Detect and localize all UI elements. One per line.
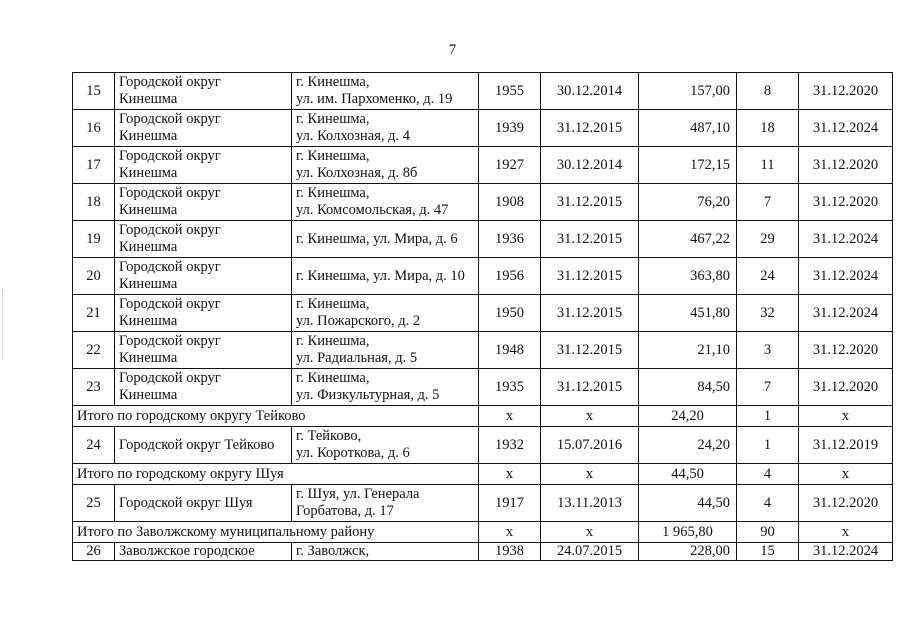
address-cell xyxy=(292,110,479,147)
owner-cell-line: Городской округ xyxy=(119,370,221,386)
owner-cell-line: Городской округ Тейково xyxy=(119,436,275,453)
owner-cell xyxy=(115,110,292,147)
people-cell: 18 xyxy=(737,110,799,147)
owner-cell xyxy=(115,295,292,332)
address-cell xyxy=(292,295,479,332)
deadline-cell: х xyxy=(799,522,893,543)
row-number: 21 xyxy=(73,295,115,332)
table-row xyxy=(73,184,893,221)
owner-cell-line: Городской округ xyxy=(119,296,221,312)
deadline-cell: 31.12.2020 xyxy=(799,485,893,522)
area-cell: 24,20 xyxy=(639,406,737,427)
people-cell: 90 xyxy=(737,522,799,543)
address-cell-line: ул. Физкультурная, д. 5 xyxy=(296,387,440,403)
address-cell-line: г. Кинешма, xyxy=(296,333,370,349)
date-cell: 31.12.2015 xyxy=(541,258,639,295)
row-number: 15 xyxy=(73,73,115,110)
deadline-cell: 31.12.2024 xyxy=(799,543,893,561)
deadline-cell: х xyxy=(799,464,893,485)
address-cell xyxy=(292,543,479,561)
date-cell: х xyxy=(541,464,639,485)
owner-cell-line: Городской округ xyxy=(119,222,221,238)
address-cell-line: ул. Колхозная, д. 4 xyxy=(296,128,411,144)
year-cell: 1950 xyxy=(479,295,541,332)
address-cell-line: г. Кинешма, xyxy=(296,370,370,386)
year-cell: 1955 xyxy=(479,73,541,110)
deadline-cell: 31.12.2020 xyxy=(799,369,893,406)
address-cell xyxy=(292,221,479,258)
deadline-cell: 31.12.2020 xyxy=(799,73,893,110)
subtotal-row xyxy=(73,522,893,543)
year-cell: 1932 xyxy=(479,427,541,464)
date-cell: 13.11.2013 xyxy=(541,485,639,522)
area-cell: 172,15 xyxy=(639,147,737,184)
row-number: 24 xyxy=(73,427,115,464)
address-cell-line: г. Кинешма, ул. Мира, д. 10 xyxy=(296,267,465,284)
subtotal-label: Итого по городскому округу Тейково xyxy=(73,406,479,427)
address-cell xyxy=(292,485,479,522)
area-cell: 21,10 xyxy=(639,332,737,369)
address-cell-line: г. Шуя, ул. Генерала xyxy=(296,486,420,502)
subtotal-row xyxy=(73,406,893,427)
owner-cell-line: Городской округ xyxy=(119,148,221,164)
owner-cell-line: Кинешма xyxy=(119,91,178,107)
people-cell: 32 xyxy=(737,295,799,332)
table-row xyxy=(73,258,893,295)
table-row xyxy=(73,73,893,110)
row-number: 26 xyxy=(73,543,115,561)
date-cell: 15.07.2016 xyxy=(541,427,639,464)
date-cell: 31.12.2015 xyxy=(541,369,639,406)
deadline-cell: 31.12.2024 xyxy=(799,110,893,147)
owner-cell-line: Городской округ Шуя xyxy=(119,494,253,511)
people-cell: 29 xyxy=(737,221,799,258)
row-number: 18 xyxy=(73,184,115,221)
address-cell xyxy=(292,147,479,184)
people-cell: 7 xyxy=(737,184,799,221)
owner-cell xyxy=(115,221,292,258)
address-cell-line: г. Тейково, xyxy=(296,428,362,444)
owner-cell xyxy=(115,485,292,522)
owner-cell xyxy=(115,427,292,464)
year-cell: 1917 xyxy=(479,485,541,522)
margin-scan-marks xyxy=(2,290,7,360)
address-cell-line: ул. Короткова, д. 6 xyxy=(296,445,410,461)
address-cell xyxy=(292,73,479,110)
owner-cell xyxy=(115,184,292,221)
table-row xyxy=(73,485,893,522)
area-cell: 363,80 xyxy=(639,258,737,295)
address-cell xyxy=(292,184,479,221)
date-cell: 31.12.2015 xyxy=(541,184,639,221)
address-cell-line: ул. Комсомольская, д. 47 xyxy=(296,202,449,218)
row-number: 19 xyxy=(73,221,115,258)
owner-cell-line: Кинешма xyxy=(119,276,178,292)
table-row xyxy=(73,543,893,561)
table-row xyxy=(73,147,893,184)
owner-cell-line: Городской округ xyxy=(119,74,221,90)
subtotal-label: Итого по городскому округу Шуя xyxy=(73,464,479,485)
table-row xyxy=(73,295,893,332)
owner-cell-line: Кинешма xyxy=(119,165,178,181)
address-cell xyxy=(292,332,479,369)
owner-cell-line: Кинешма xyxy=(119,239,178,255)
date-cell: 31.12.2015 xyxy=(541,221,639,258)
table-body xyxy=(73,73,893,561)
people-cell: 7 xyxy=(737,369,799,406)
people-cell: 1 xyxy=(737,406,799,427)
row-number: 22 xyxy=(73,332,115,369)
deadline-cell: 31.12.2019 xyxy=(799,427,893,464)
address-cell xyxy=(292,258,479,295)
address-cell xyxy=(292,427,479,464)
owner-cell xyxy=(115,73,292,110)
date-cell: х xyxy=(541,522,639,543)
people-cell: 24 xyxy=(737,258,799,295)
date-cell: 31.12.2015 xyxy=(541,332,639,369)
address-cell-line: г. Кинешма, xyxy=(296,74,370,90)
address-cell-line: г. Заволжск, xyxy=(296,543,370,559)
area-cell: 44,50 xyxy=(639,464,737,485)
people-cell: 4 xyxy=(737,485,799,522)
address-cell-line: г. Кинешма, ул. Мира, д. 6 xyxy=(296,230,458,247)
address-cell-line: ул. Радиальная, д. 5 xyxy=(296,350,418,366)
deadline-cell: 31.12.2024 xyxy=(799,221,893,258)
date-cell: х xyxy=(541,406,639,427)
people-cell: 8 xyxy=(737,73,799,110)
area-cell: 467,22 xyxy=(639,221,737,258)
year-cell: 1938 xyxy=(479,543,541,561)
owner-cell-line: Городской округ xyxy=(119,185,221,201)
people-cell: 3 xyxy=(737,332,799,369)
people-cell: 15 xyxy=(737,543,799,561)
date-cell: 30.12.2014 xyxy=(541,73,639,110)
area-cell: 24,20 xyxy=(639,427,737,464)
owner-cell-line: Кинешма xyxy=(119,202,178,218)
row-number: 23 xyxy=(73,369,115,406)
owner-cell xyxy=(115,258,292,295)
subtotal-label: Итого по Заволжскому муниципальному району xyxy=(73,522,479,543)
area-cell: 487,10 xyxy=(639,110,737,147)
year-cell: 1939 xyxy=(479,110,541,147)
area-cell: 228,00 xyxy=(639,543,737,561)
people-cell: 1 xyxy=(737,427,799,464)
row-number: 16 xyxy=(73,110,115,147)
subtotal-row xyxy=(73,464,893,485)
owner-cell-line: Городской округ xyxy=(119,333,221,349)
owner-cell-line: Заволжское городское xyxy=(119,543,255,559)
owner-cell xyxy=(115,332,292,369)
year-cell: 1935 xyxy=(479,369,541,406)
owner-cell-line: Кинешма xyxy=(119,387,178,403)
table-row xyxy=(73,369,893,406)
owner-cell-line: Городской округ xyxy=(119,111,221,127)
row-number: 20 xyxy=(73,258,115,295)
year-cell: х xyxy=(479,522,541,543)
year-cell: 1956 xyxy=(479,258,541,295)
table-row xyxy=(73,332,893,369)
area-cell: 451,80 xyxy=(639,295,737,332)
address-cell-line: ул. Колхозная, д. 8б xyxy=(296,165,418,181)
date-cell: 24.07.2015 xyxy=(541,543,639,561)
area-cell: 76,20 xyxy=(639,184,737,221)
table-row xyxy=(73,221,893,258)
area-cell: 84,50 xyxy=(639,369,737,406)
table-row xyxy=(73,110,893,147)
deadline-cell: 31.12.2024 xyxy=(799,295,893,332)
housing-table xyxy=(72,72,893,561)
table-row xyxy=(73,427,893,464)
row-number: 17 xyxy=(73,147,115,184)
year-cell: 1908 xyxy=(479,184,541,221)
address-cell-line: ул. Пожарского, д. 2 xyxy=(296,313,421,329)
owner-cell xyxy=(115,369,292,406)
owner-cell-line: Городской округ xyxy=(119,259,221,275)
area-cell: 157,00 xyxy=(639,73,737,110)
address-cell-line: г. Кинешма, xyxy=(296,185,370,201)
area-cell: 1 965,80 xyxy=(639,522,737,543)
deadline-cell: 31.12.2020 xyxy=(799,147,893,184)
year-cell: 1936 xyxy=(479,221,541,258)
deadline-cell: х xyxy=(799,406,893,427)
year-cell: х xyxy=(479,464,541,485)
deadline-cell: 31.12.2020 xyxy=(799,332,893,369)
date-cell: 30.12.2014 xyxy=(541,147,639,184)
date-cell: 31.12.2015 xyxy=(541,110,639,147)
owner-cell-line: Кинешма xyxy=(119,313,178,329)
people-cell: 11 xyxy=(737,147,799,184)
deadline-cell: 31.12.2020 xyxy=(799,184,893,221)
year-cell: 1948 xyxy=(479,332,541,369)
address-cell-line: г. Кинешма, xyxy=(296,111,370,127)
date-cell: 31.12.2015 xyxy=(541,295,639,332)
address-cell-line: г. Кинешма, xyxy=(296,296,370,312)
owner-cell xyxy=(115,147,292,184)
address-cell-line: Горбатова, д. 17 xyxy=(296,503,394,519)
page-number: 7 xyxy=(448,42,457,58)
deadline-cell: 31.12.2024 xyxy=(799,258,893,295)
area-cell: 44,50 xyxy=(639,485,737,522)
people-cell: 4 xyxy=(737,464,799,485)
address-cell-line: ул. им. Пархоменко, д. 19 xyxy=(296,91,453,107)
year-cell: 1927 xyxy=(479,147,541,184)
address-cell-line: г. Кинешма, xyxy=(296,148,370,164)
row-number: 25 xyxy=(73,485,115,522)
address-cell xyxy=(292,369,479,406)
owner-cell-line: Кинешма xyxy=(119,350,178,366)
owner-cell xyxy=(115,543,292,561)
owner-cell-line: Кинешма xyxy=(119,128,178,144)
year-cell: х xyxy=(479,406,541,427)
